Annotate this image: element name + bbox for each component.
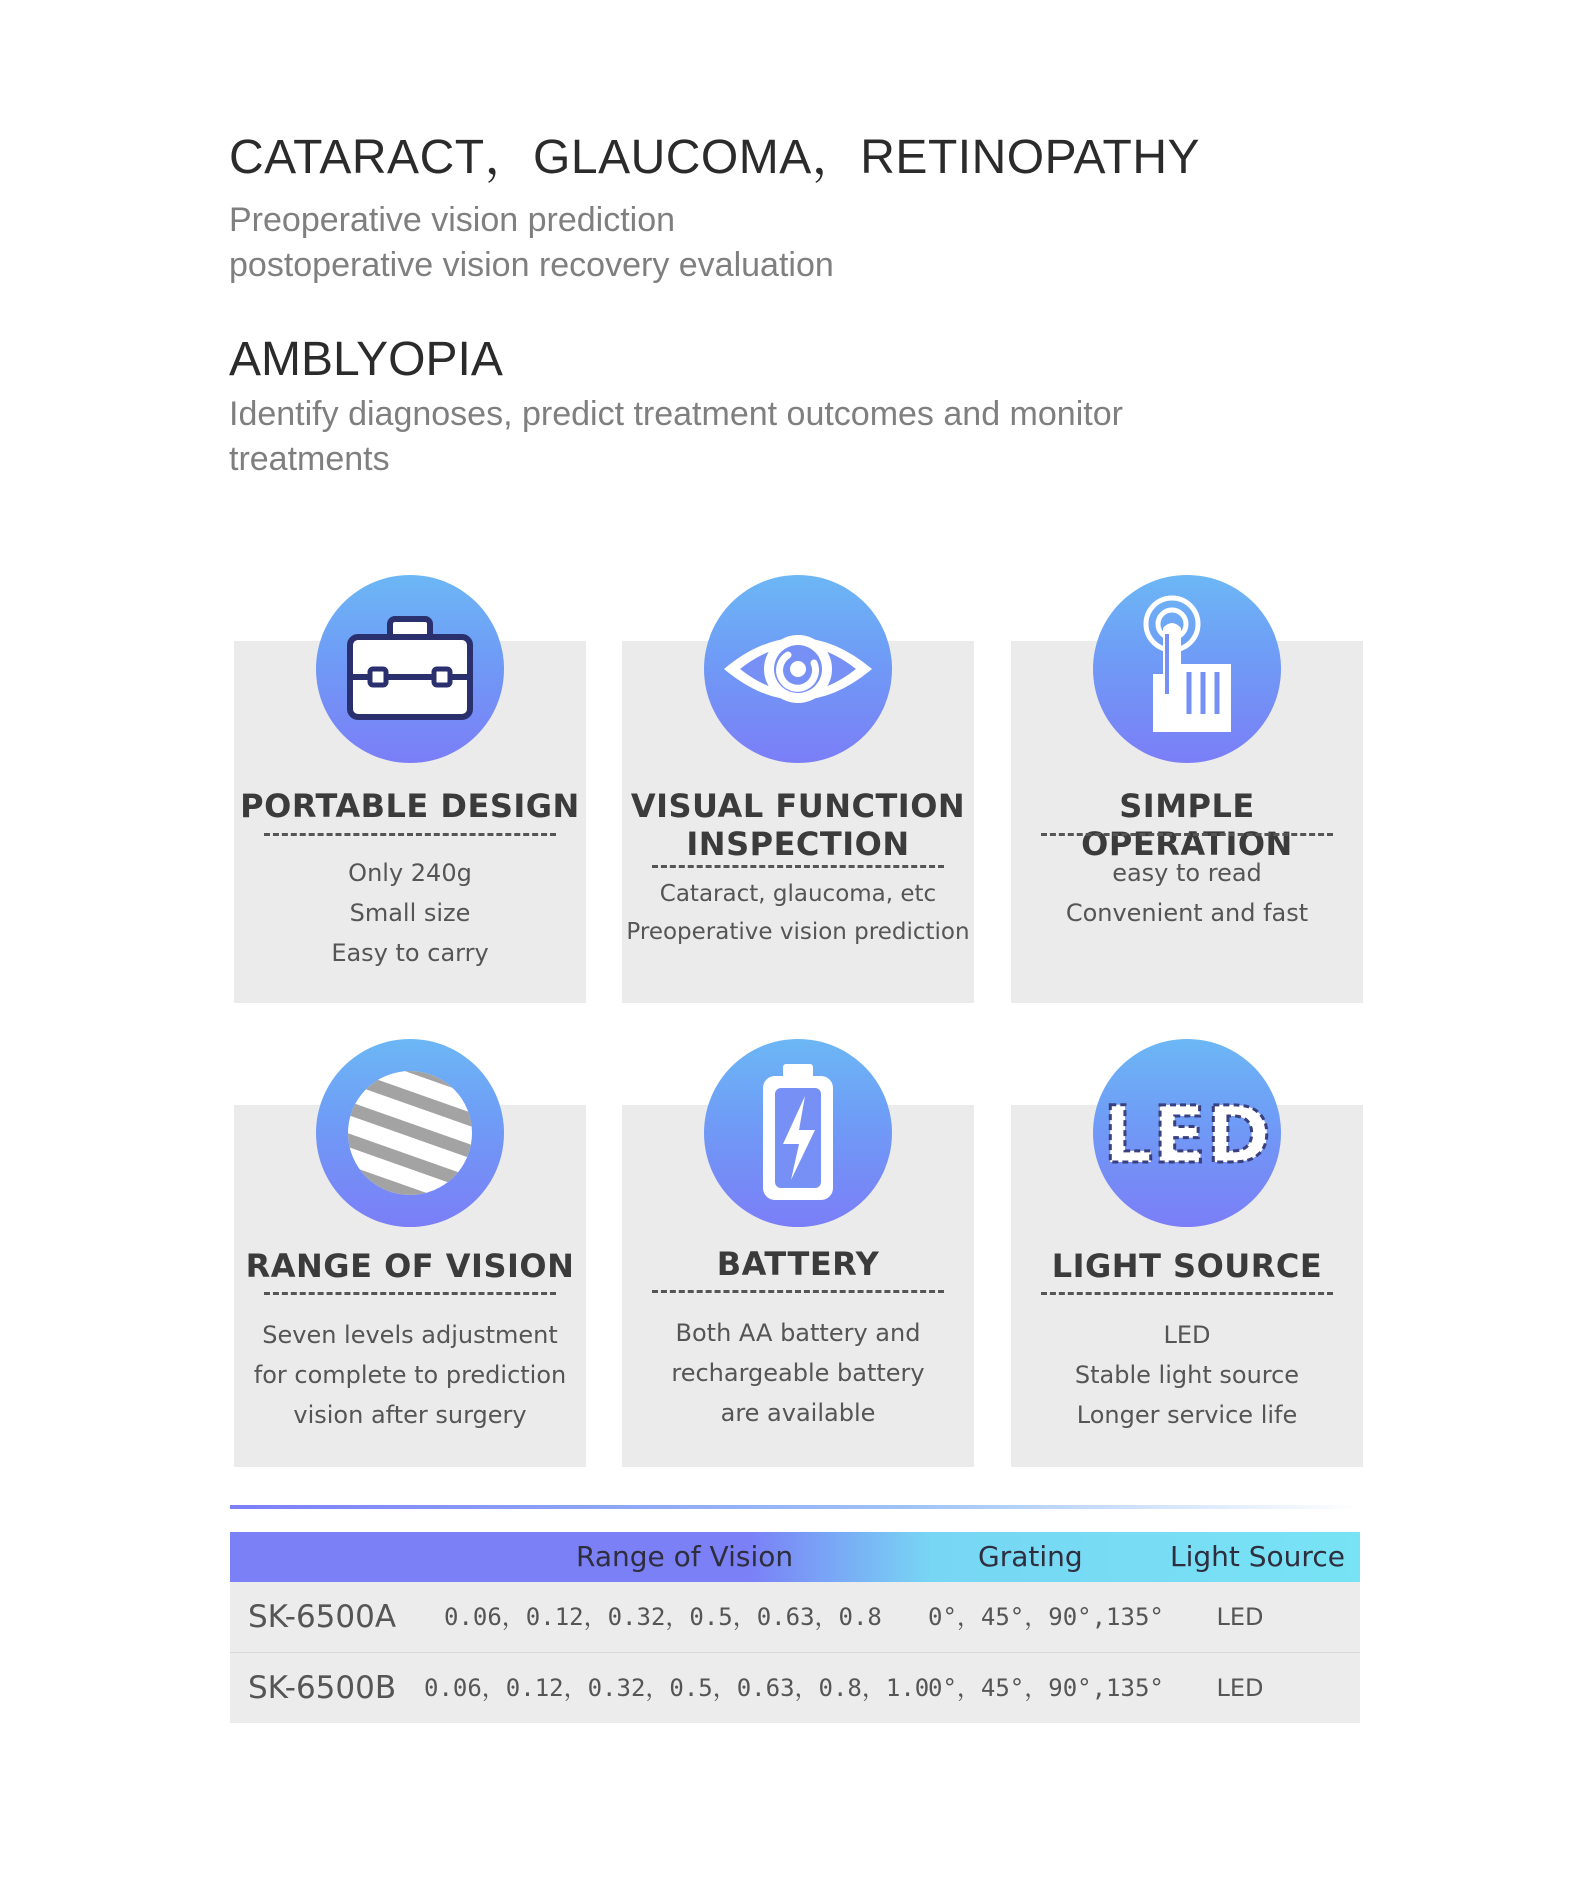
battery-icon — [753, 1058, 843, 1208]
grating-cell: 0°，45°，90°,135° — [928, 1674, 1164, 1702]
feature-title: LIGHT SOURCE — [1051, 1247, 1323, 1285]
feature-line: Seven levels adjustment — [262, 1321, 558, 1349]
model-cell: SK-6500B — [248, 1670, 397, 1706]
feature-title: RANGE OF VISION — [245, 1247, 575, 1285]
section-divider — [230, 1505, 1360, 1509]
feature-line: easy to read — [1112, 859, 1262, 887]
feature-line: Preoperative vision prediction — [626, 919, 970, 945]
feature-line: Easy to carry — [331, 939, 489, 967]
intro-section — [229, 128, 1429, 482]
toolbox-icon — [340, 609, 480, 729]
feature-line: Cataract, glaucoma, etc — [659, 881, 937, 907]
divider — [652, 865, 944, 868]
feature-line: LED — [1163, 1321, 1211, 1349]
light-cell: LED — [1216, 1674, 1264, 1702]
header-range: Range of Vision — [576, 1540, 794, 1573]
feature-description — [622, 875, 974, 951]
range-cell: 0.06，0.12，0.32，0.5，0.63，0.8 — [444, 1603, 882, 1631]
divider — [1041, 1292, 1333, 1295]
header-grating: Grating — [978, 1540, 1083, 1573]
subheading-line: Preoperative vision prediction — [229, 201, 676, 239]
feature-line: Small size — [349, 899, 471, 927]
model-cell: SK-6500A — [248, 1599, 397, 1635]
table-header — [230, 1532, 1360, 1582]
feature-description — [1011, 853, 1363, 933]
feature-title: VISUAL FUNCTION — [630, 787, 966, 825]
feature-icon-circle — [1093, 575, 1281, 763]
divider — [652, 1290, 944, 1293]
feature-line: are available — [720, 1399, 876, 1427]
feature-title: BATTERY — [716, 1245, 880, 1283]
table-row — [230, 1652, 1360, 1723]
feature-line: for complete to prediction — [253, 1361, 567, 1389]
heading-cataract: CATARACT，GLAUCOMA，RETINOPATHY — [229, 131, 1201, 184]
feature-line: Only 240g — [348, 859, 472, 887]
feature-line: Convenient and fast — [1065, 899, 1309, 927]
feature-title: SIMPLE OPERATION — [1081, 787, 1293, 863]
touch-hand-icon — [1127, 594, 1247, 744]
feature-description — [1011, 1315, 1363, 1435]
led-icon — [1102, 1088, 1272, 1178]
svg-text:LED: LED — [1103, 1091, 1271, 1178]
divider — [1041, 833, 1333, 836]
feature-description — [234, 1315, 586, 1435]
feature-line: rechargeable battery — [671, 1359, 925, 1387]
divider — [264, 833, 556, 836]
spec-table — [230, 1532, 1360, 1723]
range-cell: 0.06，0.12，0.32，0.5，0.63，0.8，1.0 — [424, 1674, 930, 1702]
feature-icon-circle — [316, 1039, 504, 1227]
feature-icon-circle — [704, 575, 892, 763]
heading-amblyopia: AMBLYOPIA — [229, 333, 503, 386]
feature-description — [622, 1313, 974, 1433]
subheading-line: postoperative vision recovery evaluation — [229, 246, 834, 284]
subheading-line: treatments — [229, 440, 390, 478]
grating-cell: 0°，45°，90°,135° — [928, 1603, 1164, 1631]
feature-title: INSPECTION — [686, 825, 910, 863]
feature-icon-circle — [1093, 1039, 1281, 1227]
feature-line: Longer service life — [1076, 1401, 1298, 1429]
feature-line: Stable light source — [1074, 1361, 1300, 1389]
feature-title: PORTABLE DESIGN — [240, 787, 580, 825]
feature-icon-circle — [704, 1039, 892, 1227]
feature-line: Both AA battery and — [675, 1319, 921, 1347]
feature-description — [234, 853, 586, 973]
eye-icon — [718, 619, 878, 719]
light-cell: LED — [1216, 1603, 1264, 1631]
feature-line: vision after surgery — [293, 1401, 527, 1429]
divider — [264, 1292, 556, 1295]
header-light: Light Source — [1170, 1540, 1345, 1573]
table-row — [230, 1582, 1360, 1652]
subheading-line: Identify diagnoses, predict treatment outcomes and monitor — [229, 395, 1123, 433]
feature-icon-circle — [316, 575, 504, 763]
grating-icon — [345, 1068, 475, 1198]
